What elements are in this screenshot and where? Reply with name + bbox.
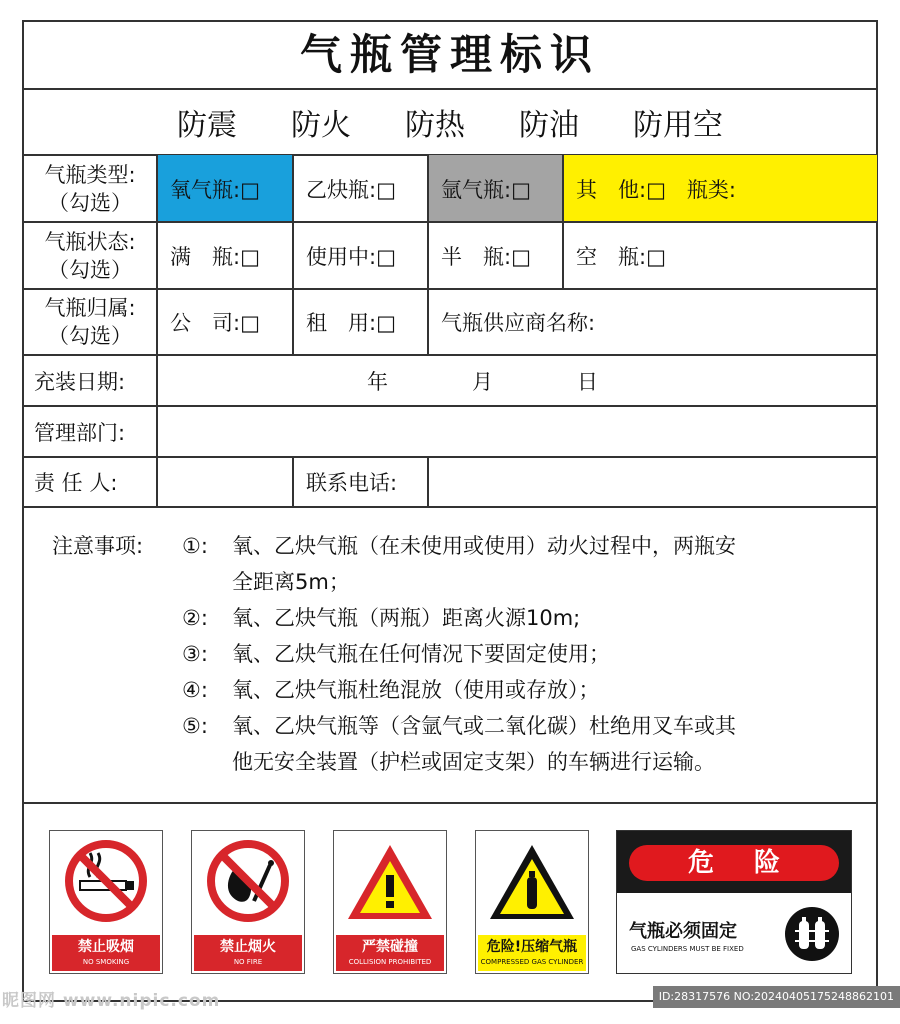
option-company[interactable]: 公 司:□ (170, 311, 260, 335)
sign-no-fire (191, 830, 305, 974)
note-item (52, 528, 862, 600)
note-text (232, 708, 862, 780)
supplier-name-label: 气瓶供应商名称: (441, 311, 596, 335)
watermark-left: 昵图网 www.nipic.com (2, 991, 221, 1011)
note-line: 全距离5m； (232, 570, 350, 594)
note-item (52, 672, 862, 708)
note-item (52, 600, 862, 636)
danger-text-en: GAS CYLINDERS MUST BE FIXED (631, 945, 744, 953)
divider (292, 456, 294, 506)
sign-compressed-gas (475, 830, 589, 974)
note-line: 氧、乙炔气瓶（两瓶）距离火源10m; (232, 606, 581, 630)
option-full[interactable]: 满 瓶:□ (170, 244, 260, 269)
cylinder-status-label (24, 223, 156, 288)
warning-slogans (22, 90, 878, 154)
option-half[interactable]: 半 瓶:□ (441, 244, 531, 269)
gas-cylinder-warning-icon (476, 831, 588, 931)
divider (22, 354, 878, 356)
option-in-use[interactable]: 使用中:□ (306, 244, 396, 269)
page-title: 气瓶管理标识 (299, 30, 600, 79)
option-rented[interactable]: 租 用:□ (306, 311, 396, 335)
gas-cylinders-icon (785, 907, 839, 961)
sign-caption-cn: 禁止烟火 (220, 939, 276, 955)
danger-header: 危险 (629, 845, 839, 881)
sign-caption-en: NO SMOKING (82, 958, 130, 966)
sign-caption-cn: 严禁碰撞 (362, 939, 418, 955)
sign-caption (336, 935, 444, 971)
cylinder-type-label (24, 156, 156, 221)
watermark-right: ID:28317576 NO:20240405175248862101 (653, 986, 900, 1008)
note-text (232, 672, 862, 708)
note-number: ③: (182, 642, 208, 666)
danger-text-cn: 气瓶必须固定 (629, 921, 737, 942)
note-line: 氧、乙炔气瓶等（含氩气或二氧化碳）杜绝用叉车或其 (232, 714, 736, 738)
divider (22, 802, 878, 804)
note-number: ②: (182, 606, 208, 630)
responsible-label: 责 任 人: (34, 471, 118, 495)
row-label-line: （勾选） (48, 324, 132, 348)
sign-caption-cn: 禁止吸烟 (78, 939, 134, 955)
option-empty[interactable]: 空 瓶:□ (576, 244, 666, 269)
sign-collision-prohibited (333, 830, 447, 974)
warning-item: 防震 (177, 108, 237, 143)
note-number: ①: (182, 534, 208, 558)
notes-heading: 注意事项: (52, 534, 144, 558)
divider (22, 506, 878, 508)
cylinder-ownership-label (24, 290, 156, 354)
sign-no-smoking (49, 830, 163, 974)
notes-section (52, 528, 862, 780)
phone-label: 联系电话: (306, 471, 398, 495)
day-label: 日 (577, 369, 598, 394)
note-line: 氧、乙炔气瓶在任何情况下要固定使用； (232, 642, 610, 666)
option-oxygen[interactable]: 氧气瓶:□ (170, 177, 260, 202)
month-label: 月 (472, 369, 493, 394)
sign-caption-cn: 危险!压缩气瓶 (486, 939, 578, 955)
note-line: 他无安全装置（护栏或固定支架）的车辆进行运输。 (232, 750, 715, 774)
sign-caption-en: COLLISION PROHIBITED (348, 958, 432, 966)
no-smoking-icon (50, 831, 162, 931)
warning-item: 防火 (291, 108, 351, 143)
warning-item: 防用空 (633, 108, 723, 143)
exclamation-warning-icon (334, 831, 446, 931)
row-label-line: 气瓶类型: (44, 162, 136, 187)
divider (292, 154, 294, 355)
year-label: 年 (367, 369, 388, 394)
row-label-line: （勾选） (48, 257, 132, 282)
sign-caption (194, 935, 302, 971)
danger-sign (616, 830, 852, 974)
option-acetylene[interactable]: 乙炔瓶:□ (306, 177, 396, 202)
department-field[interactable] (158, 407, 877, 456)
danger-header-band (617, 831, 851, 893)
no-fire-icon (192, 831, 304, 931)
note-item (52, 636, 862, 672)
responsible-field[interactable] (158, 458, 292, 506)
note-text (232, 600, 862, 636)
divider (427, 154, 429, 355)
row-label-line: （勾选） (48, 190, 132, 215)
option-argon[interactable]: 氩气瓶:□ (441, 177, 531, 202)
note-text (232, 528, 862, 600)
note-line: 氧、乙炔气瓶（在未使用或使用）动火过程中，两瓶安 (232, 534, 736, 558)
warning-item: 防油 (519, 108, 579, 143)
fill-date-label: 充装日期: (34, 369, 126, 394)
department-label: 管理部门: (34, 420, 126, 445)
warning-item: 防热 (405, 108, 465, 143)
sign-caption-en: COMPRESSED GAS CYLINDER (480, 958, 584, 966)
sign-caption-en: NO FIRE (233, 958, 263, 966)
row-label-line: 气瓶状态: (44, 229, 136, 254)
row-label-line: 气瓶归属: (44, 296, 136, 320)
phone-field[interactable] (429, 458, 877, 506)
option-other[interactable]: 其 他:□ 瓶类: (576, 177, 736, 202)
note-item (52, 708, 862, 780)
sign-caption (478, 935, 586, 971)
note-line: 氧、乙炔气瓶杜绝混放（使用或存放）； (232, 678, 600, 702)
note-number: ④: (182, 678, 208, 702)
sign-caption (52, 935, 160, 971)
note-text (232, 636, 862, 672)
note-number: ⑤: (182, 714, 208, 738)
divider (562, 154, 564, 288)
